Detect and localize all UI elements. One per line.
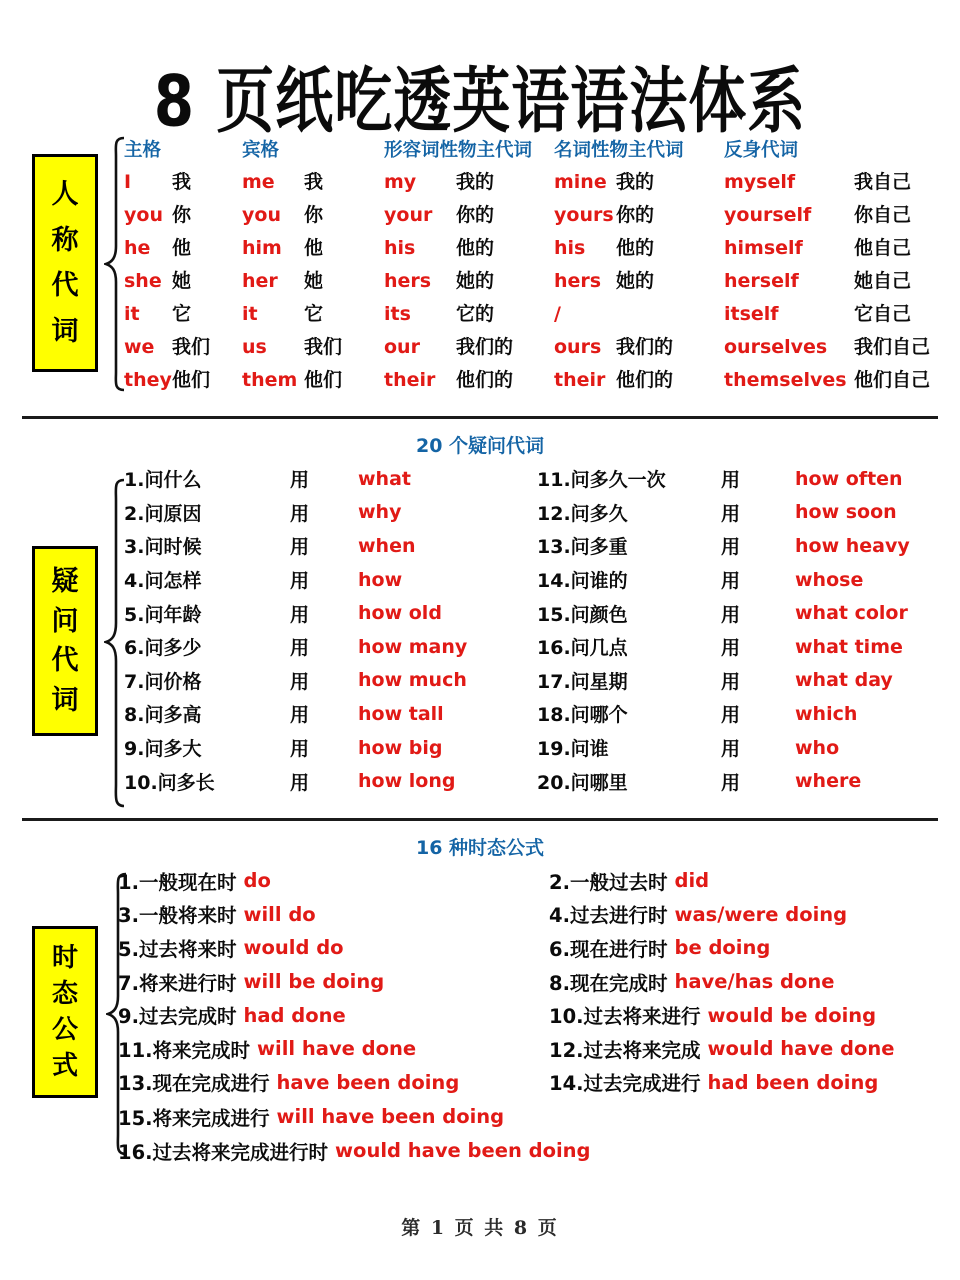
question-word: what time [795, 635, 903, 658]
list-item [118, 1032, 535, 1066]
table-row [554, 265, 724, 298]
use-word: 用 [721, 637, 741, 660]
list-item [535, 998, 952, 1032]
table-row [384, 166, 554, 199]
list-item [537, 630, 950, 664]
table-row [242, 232, 384, 265]
tense-column-left [118, 864, 535, 1099]
table-row [124, 232, 242, 265]
question-label: 4.问怎样 [124, 570, 202, 593]
pronoun-zh: 它 [304, 303, 324, 325]
list-item [535, 864, 952, 898]
question-word: who [795, 736, 840, 759]
pronoun-en: yourself [724, 204, 812, 226]
label-char: 问 [51, 605, 79, 637]
table-row [554, 364, 724, 397]
pronoun-zh: 他们 [172, 369, 211, 391]
pronoun-zh: 我 [304, 171, 324, 193]
section-question-words [0, 462, 960, 818]
list-item [118, 931, 535, 965]
list-item [124, 462, 537, 496]
table-row [554, 331, 724, 364]
use-word: 用 [290, 637, 310, 660]
use-word: 用 [721, 570, 741, 593]
use-word: 用 [721, 670, 741, 693]
pronoun-zh: 我们的 [616, 336, 674, 358]
list-item [537, 462, 950, 496]
tense-formula: will do [243, 902, 316, 926]
question-word: which [795, 702, 858, 725]
pronoun-zh: 我们的 [456, 336, 514, 358]
label-char: 式 [51, 1051, 78, 1081]
pronoun-column-possessive-adjective [384, 136, 554, 397]
pronoun-en: we [124, 336, 155, 358]
table-row [242, 298, 384, 331]
pronoun-zh: 她 [304, 270, 324, 292]
table-row [384, 232, 554, 265]
use-word: 用 [290, 570, 310, 593]
question-word: how much [358, 669, 467, 692]
list-item [124, 496, 537, 530]
question-label: 9.问多大 [124, 738, 202, 761]
list-item [118, 965, 535, 999]
question-label: 17.问星期 [537, 670, 628, 693]
label-char: 代 [51, 270, 79, 302]
question-word: how tall [358, 702, 444, 725]
pronoun-en: itself [724, 303, 779, 325]
use-word: 用 [721, 469, 741, 492]
pronoun-en: his [384, 237, 416, 259]
tense-formula: did [674, 869, 710, 893]
list-item [118, 1134, 591, 1168]
pronoun-zh: 他们 [304, 369, 343, 391]
question-label: 12.问多久 [537, 502, 628, 525]
list-item [535, 965, 952, 999]
question-label: 10.问多长 [124, 771, 215, 794]
tense-label: 13.现在完成进行 [118, 1072, 270, 1096]
list-item [537, 496, 950, 530]
section-heading-tenses: 16 种时态公式 [415, 837, 545, 859]
tense-label: 14.过去完成进行 [549, 1072, 701, 1096]
use-word: 用 [290, 704, 310, 727]
tense-label: 7.将来进行时 [118, 971, 237, 995]
label-char: 称 [51, 224, 79, 256]
list-item [124, 697, 537, 731]
pronoun-zh: 他们自己 [854, 369, 931, 391]
table-row [384, 331, 554, 364]
table-row [124, 298, 242, 331]
table-row [242, 166, 384, 199]
pronoun-en: hers [384, 270, 432, 292]
pronoun-zh: 他们的 [456, 369, 514, 391]
pronoun-column-objective [242, 136, 384, 397]
tense-formula: do [243, 869, 271, 893]
question-word: how long [358, 770, 456, 793]
label-char: 公 [51, 1015, 78, 1045]
use-word: 用 [290, 502, 310, 525]
pronoun-zh: 他 [304, 237, 324, 259]
label-char: 疑 [51, 565, 79, 597]
column-header: 宾格 [242, 140, 280, 161]
pronoun-zh: 他们的 [616, 369, 674, 391]
table-row [242, 331, 384, 364]
brace-personal-pronouns [104, 136, 126, 392]
question-word: how [358, 568, 403, 591]
label-char: 时 [51, 943, 78, 973]
pronoun-zh: 我们 [304, 336, 343, 358]
table-row [242, 364, 384, 397]
pronoun-en: they [124, 369, 172, 391]
pronoun-table [124, 136, 954, 397]
section-label-tense-formulas [32, 926, 98, 1098]
table-row [124, 199, 242, 232]
list-item [124, 664, 537, 698]
pronoun-en: them [242, 369, 298, 391]
pronoun-en: your [384, 204, 433, 226]
use-word: 用 [290, 469, 310, 492]
pronoun-zh: 我们 [172, 336, 211, 358]
question-word: what day [795, 669, 893, 692]
table-row [724, 265, 934, 298]
question-word: how heavy [795, 534, 910, 557]
question-word: where [795, 770, 862, 793]
page-title: 8 页纸吃透英语语法体系 [153, 59, 807, 143]
label-char: 人 [51, 179, 79, 211]
tense-formula: would have been doing [335, 1139, 591, 1163]
question-label: 20.问哪里 [537, 771, 628, 794]
use-word: 用 [721, 536, 741, 559]
pronoun-en: it [124, 303, 140, 325]
list-item [124, 764, 537, 798]
use-word: 用 [721, 603, 741, 626]
use-word: 用 [290, 536, 310, 559]
pronoun-zh: 他自己 [854, 237, 912, 259]
brace-question-words [104, 478, 126, 808]
question-label: 14.问谁的 [537, 570, 628, 593]
tense-label: 10.过去将来进行 [549, 1005, 701, 1029]
use-word: 用 [721, 738, 741, 761]
pronoun-zh: 你 [172, 204, 192, 226]
pronoun-zh: 你的 [616, 204, 655, 226]
list-item [535, 1066, 952, 1100]
list-item [535, 898, 952, 932]
table-row [384, 298, 554, 331]
table-row [242, 199, 384, 232]
table-row [124, 265, 242, 298]
tense-column-right [535, 864, 952, 1099]
label-char: 态 [51, 979, 78, 1009]
pronoun-en: yours [554, 204, 614, 226]
table-row [724, 166, 934, 199]
page-footer: 第 1 页 共 8 页 [401, 1217, 559, 1239]
question-word: why [358, 501, 402, 524]
use-word: 用 [721, 771, 741, 794]
tense-formula: would have done [707, 1037, 895, 1061]
list-item [124, 529, 537, 563]
list-item [118, 864, 535, 898]
tense-formula: had done [243, 1003, 346, 1027]
tense-formula: have been doing [276, 1070, 460, 1094]
pronoun-en: hers [554, 270, 602, 292]
question-label: 8.问多高 [124, 704, 202, 727]
question-word: when [358, 534, 416, 557]
pronoun-en: myself [724, 171, 796, 193]
tense-label: 3.一般将来时 [118, 904, 237, 928]
use-word: 用 [290, 738, 310, 761]
list-item [535, 931, 952, 965]
pronoun-en: mine [554, 171, 607, 193]
pronoun-zh: 我们自己 [854, 336, 931, 358]
pronoun-en: their [554, 369, 606, 391]
column-header: 反身代词 [724, 140, 799, 161]
pronoun-zh: 她的 [616, 270, 655, 292]
tense-label: 11.将来完成时 [118, 1038, 251, 1062]
pronoun-zh: 你 [304, 204, 324, 226]
question-words-column-right [537, 462, 950, 798]
label-char: 词 [51, 685, 79, 717]
table-row [124, 331, 242, 364]
question-label: 7.问价格 [124, 670, 202, 693]
pronoun-en: herself [724, 270, 799, 292]
question-label: 5.问年龄 [124, 603, 202, 626]
pronoun-en: I [124, 171, 132, 193]
question-word: how old [358, 602, 442, 625]
pronoun-en: me [242, 171, 275, 193]
list-item [537, 596, 950, 630]
pronoun-en: our [384, 336, 420, 358]
table-row [724, 298, 934, 331]
table-row [384, 199, 554, 232]
pronoun-zh: 你自己 [854, 204, 912, 226]
table-row [724, 331, 934, 364]
tense-label: 9.过去完成时 [118, 1005, 237, 1029]
list-item [537, 529, 950, 563]
use-word: 用 [290, 603, 310, 626]
table-row [384, 265, 554, 298]
pronoun-en: their [384, 369, 436, 391]
label-char: 词 [51, 315, 79, 347]
question-label: 2.问原因 [124, 502, 202, 525]
list-item [118, 1066, 535, 1100]
list-item [124, 563, 537, 597]
section-label-question-words [32, 546, 98, 736]
section-heading-question-words: 20 个疑问代词 [415, 435, 545, 457]
tense-label: 12.过去将来完成 [549, 1038, 701, 1062]
tense-label: 2.一般过去时 [549, 870, 668, 894]
pronoun-zh: 你的 [456, 204, 495, 226]
tense-label: 16.过去将来完成进行时 [118, 1140, 329, 1164]
list-item [537, 764, 950, 798]
question-label: 1.问什么 [124, 469, 202, 492]
pronoun-zh: 我 [172, 171, 192, 193]
question-word: how soon [795, 501, 897, 524]
column-header: 形容词性物主代词 [384, 140, 533, 161]
pronoun-en: her [242, 270, 278, 292]
question-label: 16.问几点 [537, 637, 628, 660]
pronoun-en: ours [554, 336, 602, 358]
tense-formula: had been doing [707, 1070, 879, 1094]
pronoun-zh: 她的 [456, 270, 495, 292]
list-item [537, 697, 950, 731]
pronoun-en: himself [724, 237, 803, 259]
pronoun-en: ourselves [724, 336, 828, 358]
question-label: 6.问多少 [124, 637, 202, 660]
tense-formula: will have been doing [276, 1105, 505, 1129]
tense-formula: was/were doing [674, 902, 848, 926]
tense-label: 5.过去将来时 [118, 937, 237, 961]
pronoun-zh: 我的 [616, 171, 655, 193]
pronoun-zh: 她 [172, 270, 192, 292]
pronoun-zh: 它 [172, 303, 192, 325]
tense-formula: would do [243, 936, 344, 960]
list-item [537, 664, 950, 698]
tense-label: 4.过去进行时 [549, 904, 668, 928]
section-personal-pronouns [0, 136, 960, 398]
table-row [554, 166, 724, 199]
pronoun-column-possessive-noun [554, 136, 724, 397]
list-item [118, 998, 535, 1032]
table-row [242, 265, 384, 298]
pronoun-en: she [124, 270, 162, 292]
table-row [554, 298, 724, 331]
list-item [535, 1032, 952, 1066]
pronoun-column-reflexive [724, 136, 934, 397]
table-row [554, 199, 724, 232]
section-label-personal-pronouns [32, 154, 98, 372]
pronoun-en: he [124, 237, 151, 259]
pronoun-en: him [242, 237, 282, 259]
pronoun-zh: 我的 [456, 171, 495, 193]
tense-label: 8.现在完成时 [549, 971, 668, 995]
tense-formula: will be doing [243, 970, 385, 994]
pronoun-en: / [554, 303, 561, 325]
pronoun-zh: 它的 [456, 303, 495, 325]
tense-label: 1.一般现在时 [118, 870, 237, 894]
pronoun-zh: 他 [172, 237, 192, 259]
pronoun-en: you [124, 204, 163, 226]
label-char: 代 [51, 645, 79, 677]
pronoun-en: you [242, 204, 281, 226]
table-row [384, 364, 554, 397]
pronoun-zh: 它自己 [854, 303, 912, 325]
table-row [724, 364, 934, 397]
question-label: 13.问多重 [537, 536, 628, 559]
list-item [124, 630, 537, 664]
pronoun-zh: 她自己 [854, 270, 912, 292]
list-item [124, 731, 537, 765]
tense-formula: be doing [674, 936, 771, 960]
pronoun-en: its [384, 303, 411, 325]
tense-formula: would be doing [707, 1003, 877, 1027]
pronoun-en: themselves [724, 369, 847, 391]
column-header: 名词性物主代词 [554, 140, 684, 161]
pronoun-zh: 他的 [456, 237, 495, 259]
pronoun-en: us [242, 336, 267, 358]
pronoun-en: his [554, 237, 586, 259]
question-word: what color [795, 602, 908, 625]
table-row [124, 364, 242, 397]
section-tense-formulas [0, 864, 960, 1164]
question-words-column-left [124, 462, 537, 798]
table-row [124, 166, 242, 199]
question-word: whose [795, 568, 864, 591]
table-row [554, 232, 724, 265]
question-word: what [358, 467, 411, 490]
list-item [537, 731, 950, 765]
list-item [537, 563, 950, 597]
use-word: 用 [721, 502, 741, 525]
tense-formula: have/has done [674, 970, 835, 994]
list-item [124, 596, 537, 630]
pronoun-column-subjective [124, 136, 242, 397]
question-label: 11.问多久一次 [537, 469, 666, 492]
tense-formula: will have done [257, 1037, 417, 1061]
pronoun-en: it [242, 303, 258, 325]
column-header: 主格 [124, 140, 162, 161]
use-word: 用 [721, 704, 741, 727]
table-row [724, 199, 934, 232]
question-label: 19.问谁 [537, 738, 609, 761]
tense-label: 15.将来完成进行 [118, 1106, 270, 1130]
pronoun-zh: 他的 [616, 237, 655, 259]
question-label: 15.问颜色 [537, 603, 628, 626]
pronoun-zh: 我自己 [854, 171, 912, 193]
use-word: 用 [290, 771, 310, 794]
tense-table [118, 864, 952, 1099]
tense-label: 6.现在进行时 [549, 937, 668, 961]
question-label: 18.问哪个 [537, 704, 628, 727]
question-word: how many [358, 635, 468, 658]
question-words-table [124, 462, 950, 798]
list-item [118, 1100, 504, 1134]
question-label: 3.问时候 [124, 536, 202, 559]
list-item [118, 898, 535, 932]
table-row [724, 232, 934, 265]
question-word: how big [358, 736, 443, 759]
question-word: how often [795, 467, 903, 490]
pronoun-en: my [384, 171, 417, 193]
use-word: 用 [290, 670, 310, 693]
